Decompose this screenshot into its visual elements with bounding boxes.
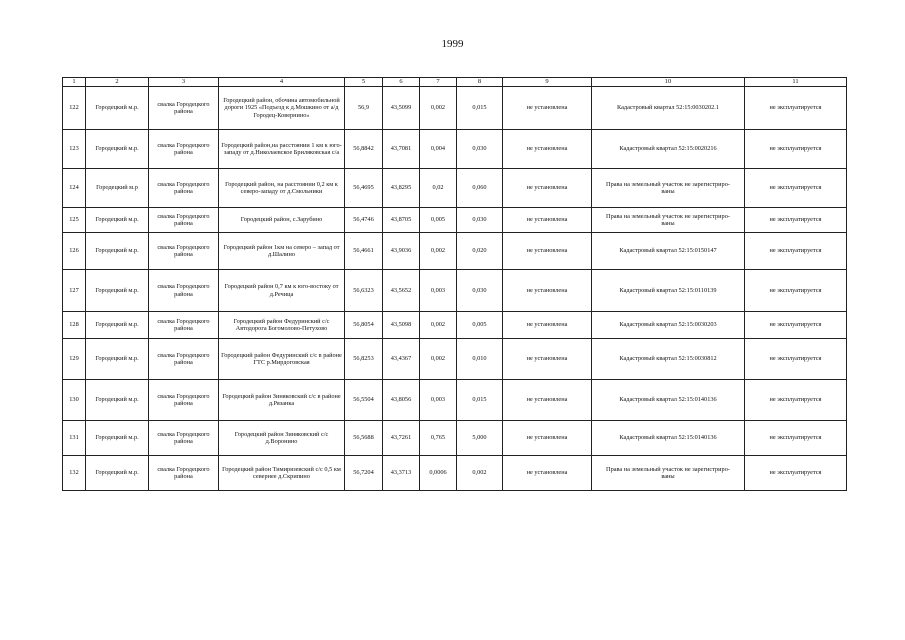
operation-status-cell: не эксплуатируется: [745, 312, 847, 339]
longitude-cell: 43,5098: [383, 312, 420, 339]
row-number-cell: 131: [63, 421, 86, 456]
volume-value-cell: 0,030: [457, 130, 503, 169]
latitude-cell: 56,4746: [345, 208, 383, 233]
table-row: [63, 312, 847, 339]
status-cell: не установлена: [503, 208, 592, 233]
location-cell: Городецкий район Федуринский с/с в районе ГТС р.Мирдоговская: [219, 339, 345, 380]
area-value-cell: 0,003: [420, 270, 457, 312]
area-value-cell: 0,005: [420, 208, 457, 233]
status-cell: не установлена: [503, 233, 592, 270]
status-cell: не установлена: [503, 130, 592, 169]
column-header: 7: [420, 78, 457, 87]
district-cell: Городецкий м.р.: [86, 312, 149, 339]
landfill-register-table: [62, 77, 847, 491]
volume-value-cell: 0,005: [457, 312, 503, 339]
operation-status-cell: не эксплуатируется: [745, 169, 847, 208]
longitude-cell: 43,9036: [383, 233, 420, 270]
cadastral-info-cell: Кадастровый квартал 52:15:0030812: [592, 339, 745, 380]
district-cell: Городецкий м.р.: [86, 208, 149, 233]
latitude-cell: 56,4661: [345, 233, 383, 270]
object-type-cell: свалка Городецкого района: [149, 208, 219, 233]
longitude-cell: 43,3713: [383, 456, 420, 491]
status-cell: не установлена: [503, 270, 592, 312]
volume-value-cell: 0,020: [457, 233, 503, 270]
longitude-cell: 43,5652: [383, 270, 420, 312]
operation-status-cell: не эксплуатируется: [745, 456, 847, 491]
column-header: 10: [592, 78, 745, 87]
location-cell: Городецкий район Зиняковский с/с в районе д.Рязанка: [219, 380, 345, 421]
area-value-cell: 0,765: [420, 421, 457, 456]
longitude-cell: 43,8056: [383, 380, 420, 421]
status-cell: не установлена: [503, 169, 592, 208]
table-row: [63, 456, 847, 491]
table-row: [63, 87, 847, 130]
row-number-cell: 129: [63, 339, 86, 380]
column-header: 8: [457, 78, 503, 87]
location-cell: Городецкий район 1км на северо – запад от д.Шалино: [219, 233, 345, 270]
object-type-cell: свалка Городецкого района: [149, 87, 219, 130]
location-cell: Городецкий район Федуринский с/с Автодорога Богомолово-Петухово: [219, 312, 345, 339]
table-row: [63, 169, 847, 208]
location-cell: Городецкий район, с.Зарубино: [219, 208, 345, 233]
location-cell: Городецкий район Тимирязевский с/с 0,5 км севернее д.Скрипино: [219, 456, 345, 491]
status-cell: не установлена: [503, 339, 592, 380]
district-cell: Городецкий м.р.: [86, 130, 149, 169]
operation-status-cell: не эксплуатируется: [745, 421, 847, 456]
object-type-cell: свалка Городецкого района: [149, 169, 219, 208]
cadastral-info-cell: Права на земельный участок не зарегистриро- ваны: [592, 456, 745, 491]
operation-status-cell: не эксплуатируется: [745, 208, 847, 233]
row-number-cell: 128: [63, 312, 86, 339]
volume-value-cell: 0,030: [457, 208, 503, 233]
cadastral-info-cell: Кадастровый квартал 52:15:0150147: [592, 233, 745, 270]
area-value-cell: 0,02: [420, 169, 457, 208]
operation-status-cell: не эксплуатируется: [745, 130, 847, 169]
area-value-cell: 0,004: [420, 130, 457, 169]
column-header: 4: [219, 78, 345, 87]
cadastral-info-cell: Кадастровый квартал 52:15:0110139: [592, 270, 745, 312]
district-cell: Городецкий м.р.: [86, 339, 149, 380]
table-row: [63, 270, 847, 312]
district-cell: Городецкий м.р.: [86, 456, 149, 491]
column-header: 11: [745, 78, 847, 87]
latitude-cell: 56,8054: [345, 312, 383, 339]
longitude-cell: 43,7081: [383, 130, 420, 169]
row-number-cell: 130: [63, 380, 86, 421]
latitude-cell: 56,6323: [345, 270, 383, 312]
status-cell: не установлена: [503, 312, 592, 339]
cadastral-info-cell: Права на земельный участок не зарегистриро- ваны: [592, 208, 745, 233]
object-type-cell: свалка Городецкого района: [149, 380, 219, 421]
area-value-cell: 0,002: [420, 339, 457, 380]
object-type-cell: свалка Городецкого района: [149, 421, 219, 456]
row-number-cell: 127: [63, 270, 86, 312]
operation-status-cell: не эксплуатируется: [745, 380, 847, 421]
cadastral-info-cell: Кадастровый квартал 52:15:0030203: [592, 312, 745, 339]
latitude-cell: 56,9: [345, 87, 383, 130]
status-cell: не установлена: [503, 380, 592, 421]
object-type-cell: свалка Городецкого района: [149, 339, 219, 380]
cadastral-info-cell: Кадастровый квартал 52:15:0140136: [592, 421, 745, 456]
operation-status-cell: не эксплуатируется: [745, 270, 847, 312]
latitude-cell: 56,5504: [345, 380, 383, 421]
row-number-cell: 125: [63, 208, 86, 233]
area-value-cell: 0,003: [420, 380, 457, 421]
longitude-cell: 43,4367: [383, 339, 420, 380]
column-header: 6: [383, 78, 420, 87]
volume-value-cell: 5,000: [457, 421, 503, 456]
object-type-cell: свалка Городецкого района: [149, 130, 219, 169]
volume-value-cell: 0,015: [457, 87, 503, 130]
status-cell: не установлена: [503, 456, 592, 491]
latitude-cell: 56,8253: [345, 339, 383, 380]
status-cell: не установлена: [503, 421, 592, 456]
district-cell: Городецкий м.р.: [86, 233, 149, 270]
location-cell: Городецкий район, обочина автомобильной дороги 1925 «Подъезд к д.Мошкино от а/д Городец-Ковернино»: [219, 87, 345, 130]
volume-value-cell: 0,060: [457, 169, 503, 208]
column-header: 5: [345, 78, 383, 87]
district-cell: Городецкий м.р.: [86, 270, 149, 312]
location-cell: Городецкий район 0,7 км к юго-востоку от д.Речица: [219, 270, 345, 312]
operation-status-cell: не эксплуатируется: [745, 339, 847, 380]
row-number-cell: 123: [63, 130, 86, 169]
district-cell: Городецкий м.р.: [86, 421, 149, 456]
longitude-cell: 43,5099: [383, 87, 420, 130]
volume-value-cell: 0,010: [457, 339, 503, 380]
latitude-cell: 56,5688: [345, 421, 383, 456]
longitude-cell: 43,8295: [383, 169, 420, 208]
column-header: 1: [63, 78, 86, 87]
location-cell: Городецкий район,на расстоянии 1 км к юго- западу от д.Николаевское Бриляковская с/а: [219, 130, 345, 169]
cadastral-info-cell: Кадастровый квартал 52:15:0020216: [592, 130, 745, 169]
cadastral-info-cell: Кадастровый квартал 52:15:0030202.1: [592, 87, 745, 130]
table-row: [63, 421, 847, 456]
table-row: [63, 380, 847, 421]
row-number-cell: 126: [63, 233, 86, 270]
operation-status-cell: не эксплуатируется: [745, 87, 847, 130]
table-row: [63, 233, 847, 270]
district-cell: Городецкий м.р: [86, 169, 149, 208]
volume-value-cell: 0,015: [457, 380, 503, 421]
latitude-cell: 56,7204: [345, 456, 383, 491]
column-header: 9: [503, 78, 592, 87]
status-cell: не установлена: [503, 87, 592, 130]
object-type-cell: свалка Городецкого района: [149, 456, 219, 491]
operation-status-cell: не эксплуатируется: [745, 233, 847, 270]
column-header: 3: [149, 78, 219, 87]
area-value-cell: 0,002: [420, 233, 457, 270]
table-row: [63, 130, 847, 169]
header-row: [63, 78, 847, 87]
longitude-cell: 43,8705: [383, 208, 420, 233]
area-value-cell: 0,0006: [420, 456, 457, 491]
latitude-cell: 56,4695: [345, 169, 383, 208]
table-row: [63, 339, 847, 380]
latitude-cell: 56,8842: [345, 130, 383, 169]
area-value-cell: 0,002: [420, 87, 457, 130]
object-type-cell: свалка Городецкого района: [149, 312, 219, 339]
volume-value-cell: 0,002: [457, 456, 503, 491]
row-number-cell: 122: [63, 87, 86, 130]
row-number-cell: 132: [63, 456, 86, 491]
district-cell: Городецкий м.р.: [86, 87, 149, 130]
area-value-cell: 0,002: [420, 312, 457, 339]
cadastral-info-cell: Права на земельный участок не зарегистриро- ваны: [592, 169, 745, 208]
row-number-cell: 124: [63, 169, 86, 208]
district-cell: Городецкий м.р.: [86, 380, 149, 421]
page-number: 1999: [441, 38, 464, 50]
longitude-cell: 43,7261: [383, 421, 420, 456]
cadastral-info-cell: Кадастровый квартал 52:15:0140136: [592, 380, 745, 421]
location-cell: Городецкий район Зиняковский с/с д.Воронино: [219, 421, 345, 456]
object-type-cell: свалка Городецкого района: [149, 233, 219, 270]
volume-value-cell: 0,030: [457, 270, 503, 312]
column-header: 2: [86, 78, 149, 87]
location-cell: Городецкий район, на расстоянии 0,2 км к северо-западу от д.Смольники: [219, 169, 345, 208]
table-row: [63, 208, 847, 233]
object-type-cell: свалка Городецкого района: [149, 270, 219, 312]
